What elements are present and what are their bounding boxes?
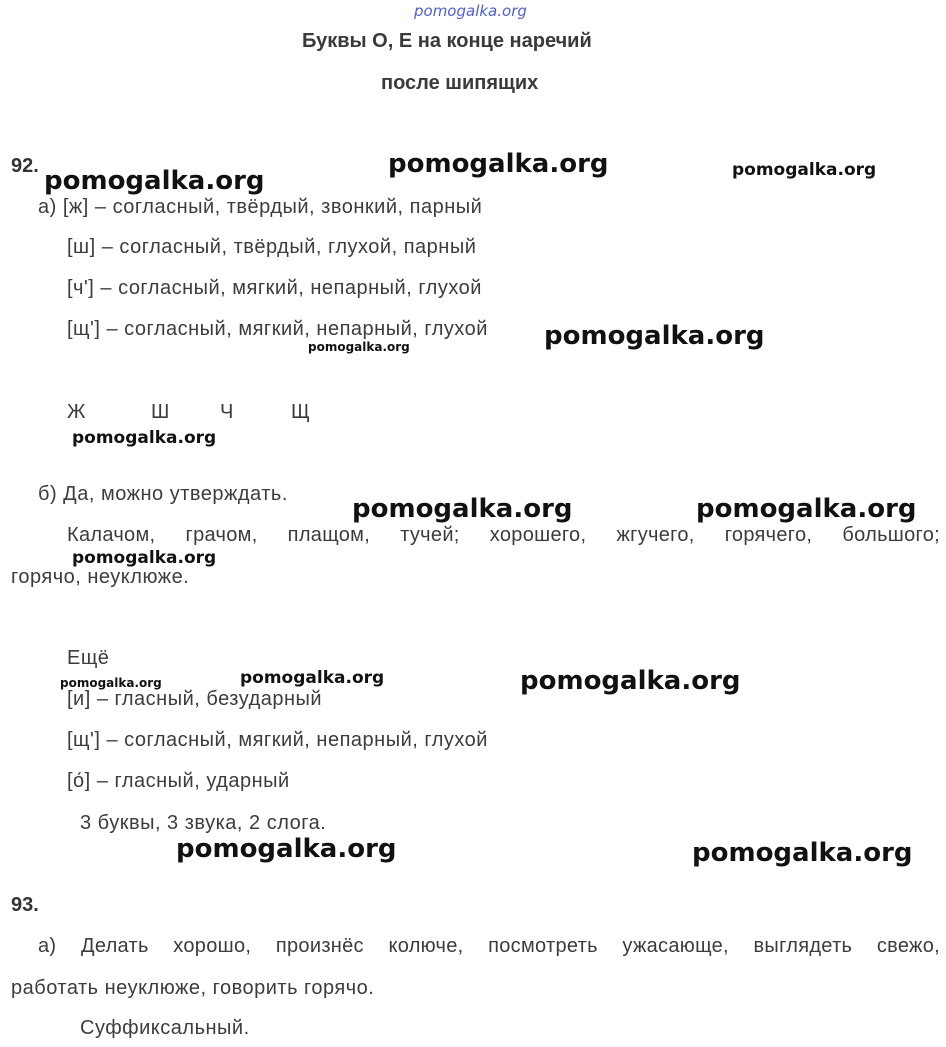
- page-title: Буквы О, Е на конце наречий: [302, 30, 592, 52]
- watermark: pomogalka.org: [692, 838, 913, 868]
- watermark: pomogalka.org: [308, 340, 410, 354]
- ex92-a-line-2: [ш] – согласный, твёрдый, глухой, парный: [67, 236, 477, 258]
- ex92-b-line-2: Калачом, грачом, плащом, тучей; хорошего, жгучего, горячего, большого;: [67, 524, 940, 546]
- word-sound-1: [и] – гласный, безударный: [67, 688, 323, 710]
- watermark: pomogalka.org: [388, 149, 609, 179]
- watermark: pomogalka.org: [732, 160, 877, 180]
- watermark-top: pomogalka.org: [414, 2, 527, 20]
- watermark: pomogalka.org: [696, 494, 917, 524]
- ex92-b-line-1: б) Да, можно утверждать.: [38, 483, 288, 505]
- watermark: pomogalka.org: [72, 428, 217, 448]
- word-sound-3: [о́] – гласный, ударный: [67, 770, 290, 792]
- ex93-a-line-1: а) Делать хорошо, произнёс колюче, посмотреть ужасающе, выглядеть свежо,: [38, 935, 940, 957]
- word-sound-2: [щ'] – согласный, мягкий, непарный, глухой: [67, 729, 488, 751]
- watermark: pomogalka.org: [352, 494, 573, 524]
- ex92-a-line-1: а) [ж] – согласный, твёрдый, звонкий, парный: [38, 196, 483, 218]
- exercise-92-number: 92.: [11, 155, 39, 177]
- exercise-93-number: 93.: [11, 894, 39, 916]
- analyzed-word: Ещё: [67, 647, 110, 669]
- watermark: pomogalka.org: [72, 548, 217, 568]
- watermark: pomogalka.org: [544, 321, 765, 351]
- watermark: pomogalka.org: [176, 834, 397, 864]
- ex92-a-line-3: [ч'] – согласный, мягкий, непарный, глухой: [67, 277, 482, 299]
- watermark: pomogalka.org: [44, 166, 265, 196]
- letter-zh: Ж: [67, 401, 86, 423]
- word-summary: 3 буквы, 3 звука, 2 слога.: [80, 812, 327, 834]
- watermark: pomogalka.org: [240, 668, 385, 688]
- watermark: pomogalka.org: [60, 676, 162, 690]
- ex93-a-line-3: Суффиксальный.: [80, 1017, 250, 1039]
- letter-sh: Ш: [151, 401, 170, 423]
- ex92-b-line-3: горячо, неуклюже.: [11, 566, 190, 588]
- page-subtitle: после шипящих: [381, 72, 539, 94]
- letter-ch: Ч: [220, 401, 234, 423]
- watermark: pomogalka.org: [520, 666, 741, 696]
- ex93-a-line-2: работать неуклюже, говорить горячо.: [11, 977, 375, 999]
- ex92-a-line-4: [щ'] – согласный, мягкий, непарный, глухой: [67, 318, 488, 340]
- letter-shch: Щ: [291, 401, 311, 423]
